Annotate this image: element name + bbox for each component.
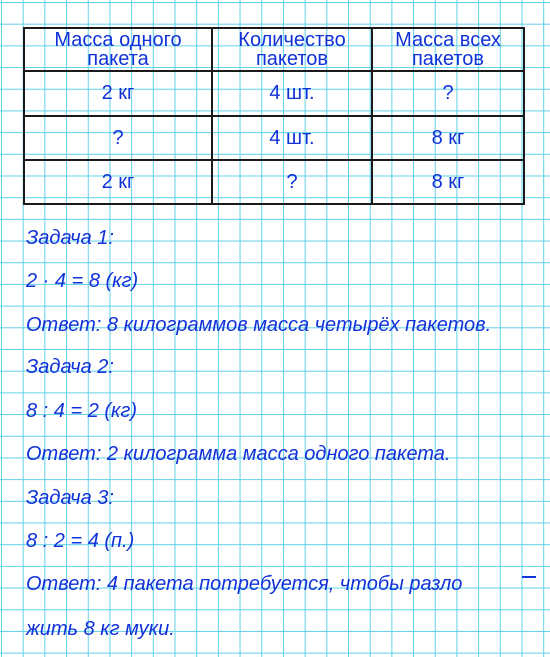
table-cell: 2 кг xyxy=(101,82,135,104)
header-mass-one xyxy=(25,29,211,70)
header-line: пакета xyxy=(87,47,149,70)
task-1-heading: Задача 1: xyxy=(26,227,114,249)
task-2-equation: 8 : 4 = 2 (кг) xyxy=(26,400,138,422)
table-cell: 2 кг xyxy=(101,170,135,193)
task-2-heading: Задача 2: xyxy=(26,356,114,378)
data-table xyxy=(23,27,525,205)
table-cell: 8 кг xyxy=(431,170,465,193)
task-3-answer: Ответ: 4 пакета потребуется, чтобы разло xyxy=(26,573,463,595)
header-count xyxy=(213,29,371,70)
table-cell: 4 шт. xyxy=(269,126,315,149)
task-1-equation: 2 · 4 = 8 (кг) xyxy=(26,270,139,292)
table-cell: ? xyxy=(286,170,298,193)
table-cell: ? xyxy=(442,82,454,104)
header-line: пакетов xyxy=(255,47,329,70)
hyphen-mark xyxy=(522,576,536,578)
header-line: Масса одного xyxy=(54,28,182,51)
table-cell: 4 шт. xyxy=(269,82,315,104)
task-1-answer: Ответ: 8 килограммов масса четырёх пакетов. xyxy=(26,314,492,336)
header-mass-all xyxy=(373,29,523,70)
task-3-heading: Задача 3: xyxy=(26,487,114,509)
task-3-equation: 8 : 2 = 4 (п.) xyxy=(26,530,135,552)
table-cell: 8 кг xyxy=(431,126,465,149)
header-line: пакетов xyxy=(411,47,485,70)
task-2-answer: Ответ: 2 килограмма масса одного пакета. xyxy=(26,443,451,465)
header-line: Количество xyxy=(238,28,346,51)
header-line: Масса всех xyxy=(395,28,501,51)
task-3-answer-continued: жить 8 кг муки. xyxy=(26,618,175,640)
table-cell: ? xyxy=(112,126,124,149)
